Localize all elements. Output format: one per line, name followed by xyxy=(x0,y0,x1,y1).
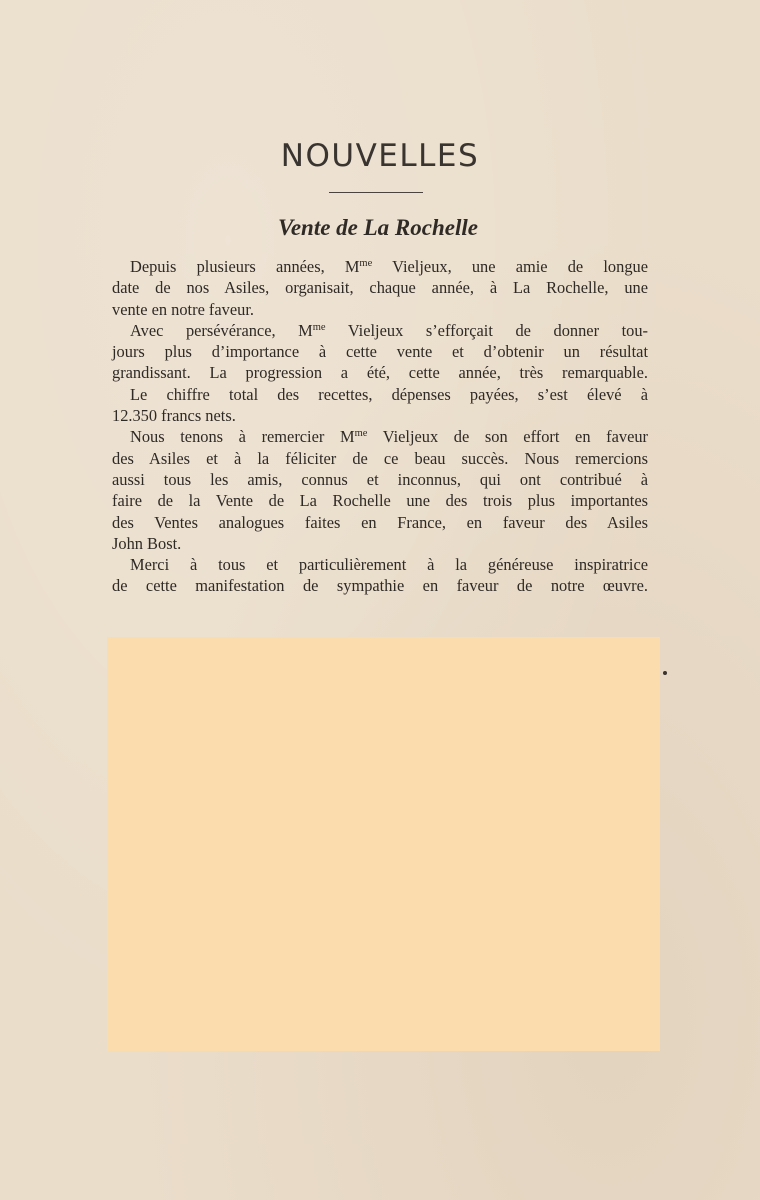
text-line: des Ventes analogues faites en France, en faveur des Asiles xyxy=(112,512,648,532)
redaction-box xyxy=(107,637,660,1051)
text-line: vente en notre faveur. xyxy=(112,299,254,319)
text-line: Avec persévérance, $M^{me}$ Vieljeux s’efforçait de donner tou- xyxy=(130,320,649,340)
text-line: faire de la Vente de La Rochelle une des trois plus importantes xyxy=(112,491,648,511)
text-line: Nous tenons à remercier $M^{me}$ Vieljeux de son effort en faveur xyxy=(130,427,649,447)
page-title: NOUVELLES xyxy=(280,138,480,174)
text-line: Depuis plusieurs années, $M^{me}$ Vieljeux, une amie de longue xyxy=(130,257,648,276)
text-line: des Asiles et à la féliciter de ce beau succès. Nous remercions xyxy=(112,448,648,468)
text-line: grandissant. La progression a été, cette année, très remarquable. xyxy=(112,363,648,383)
title-divider xyxy=(329,192,423,193)
text-line: jours plus d’importance à cette vente et d’obtenir un résultat xyxy=(112,342,648,362)
text-line: John Bost. xyxy=(112,533,182,553)
text-line: aussi tous les amis, connus et inconnus, qui ont contribué à xyxy=(112,469,648,489)
article-body xyxy=(112,256,648,597)
text-line: Le chiffre total des recettes, dépenses payées, s’est élevé à xyxy=(130,384,648,404)
text-line: de cette manifestation de sympathie en faveur de notre œuvre. xyxy=(112,576,648,596)
text-line: 12.350 francs nets. xyxy=(112,406,236,426)
text-line: Merci à tous et particulièrement à la généreuse inspiratrice xyxy=(130,555,648,575)
text-line: date de nos Asiles, organisait, chaque année, à La Rochelle, une xyxy=(112,278,648,298)
article-title: Vente de La Rochelle xyxy=(278,215,478,240)
ink-speck xyxy=(663,671,667,675)
